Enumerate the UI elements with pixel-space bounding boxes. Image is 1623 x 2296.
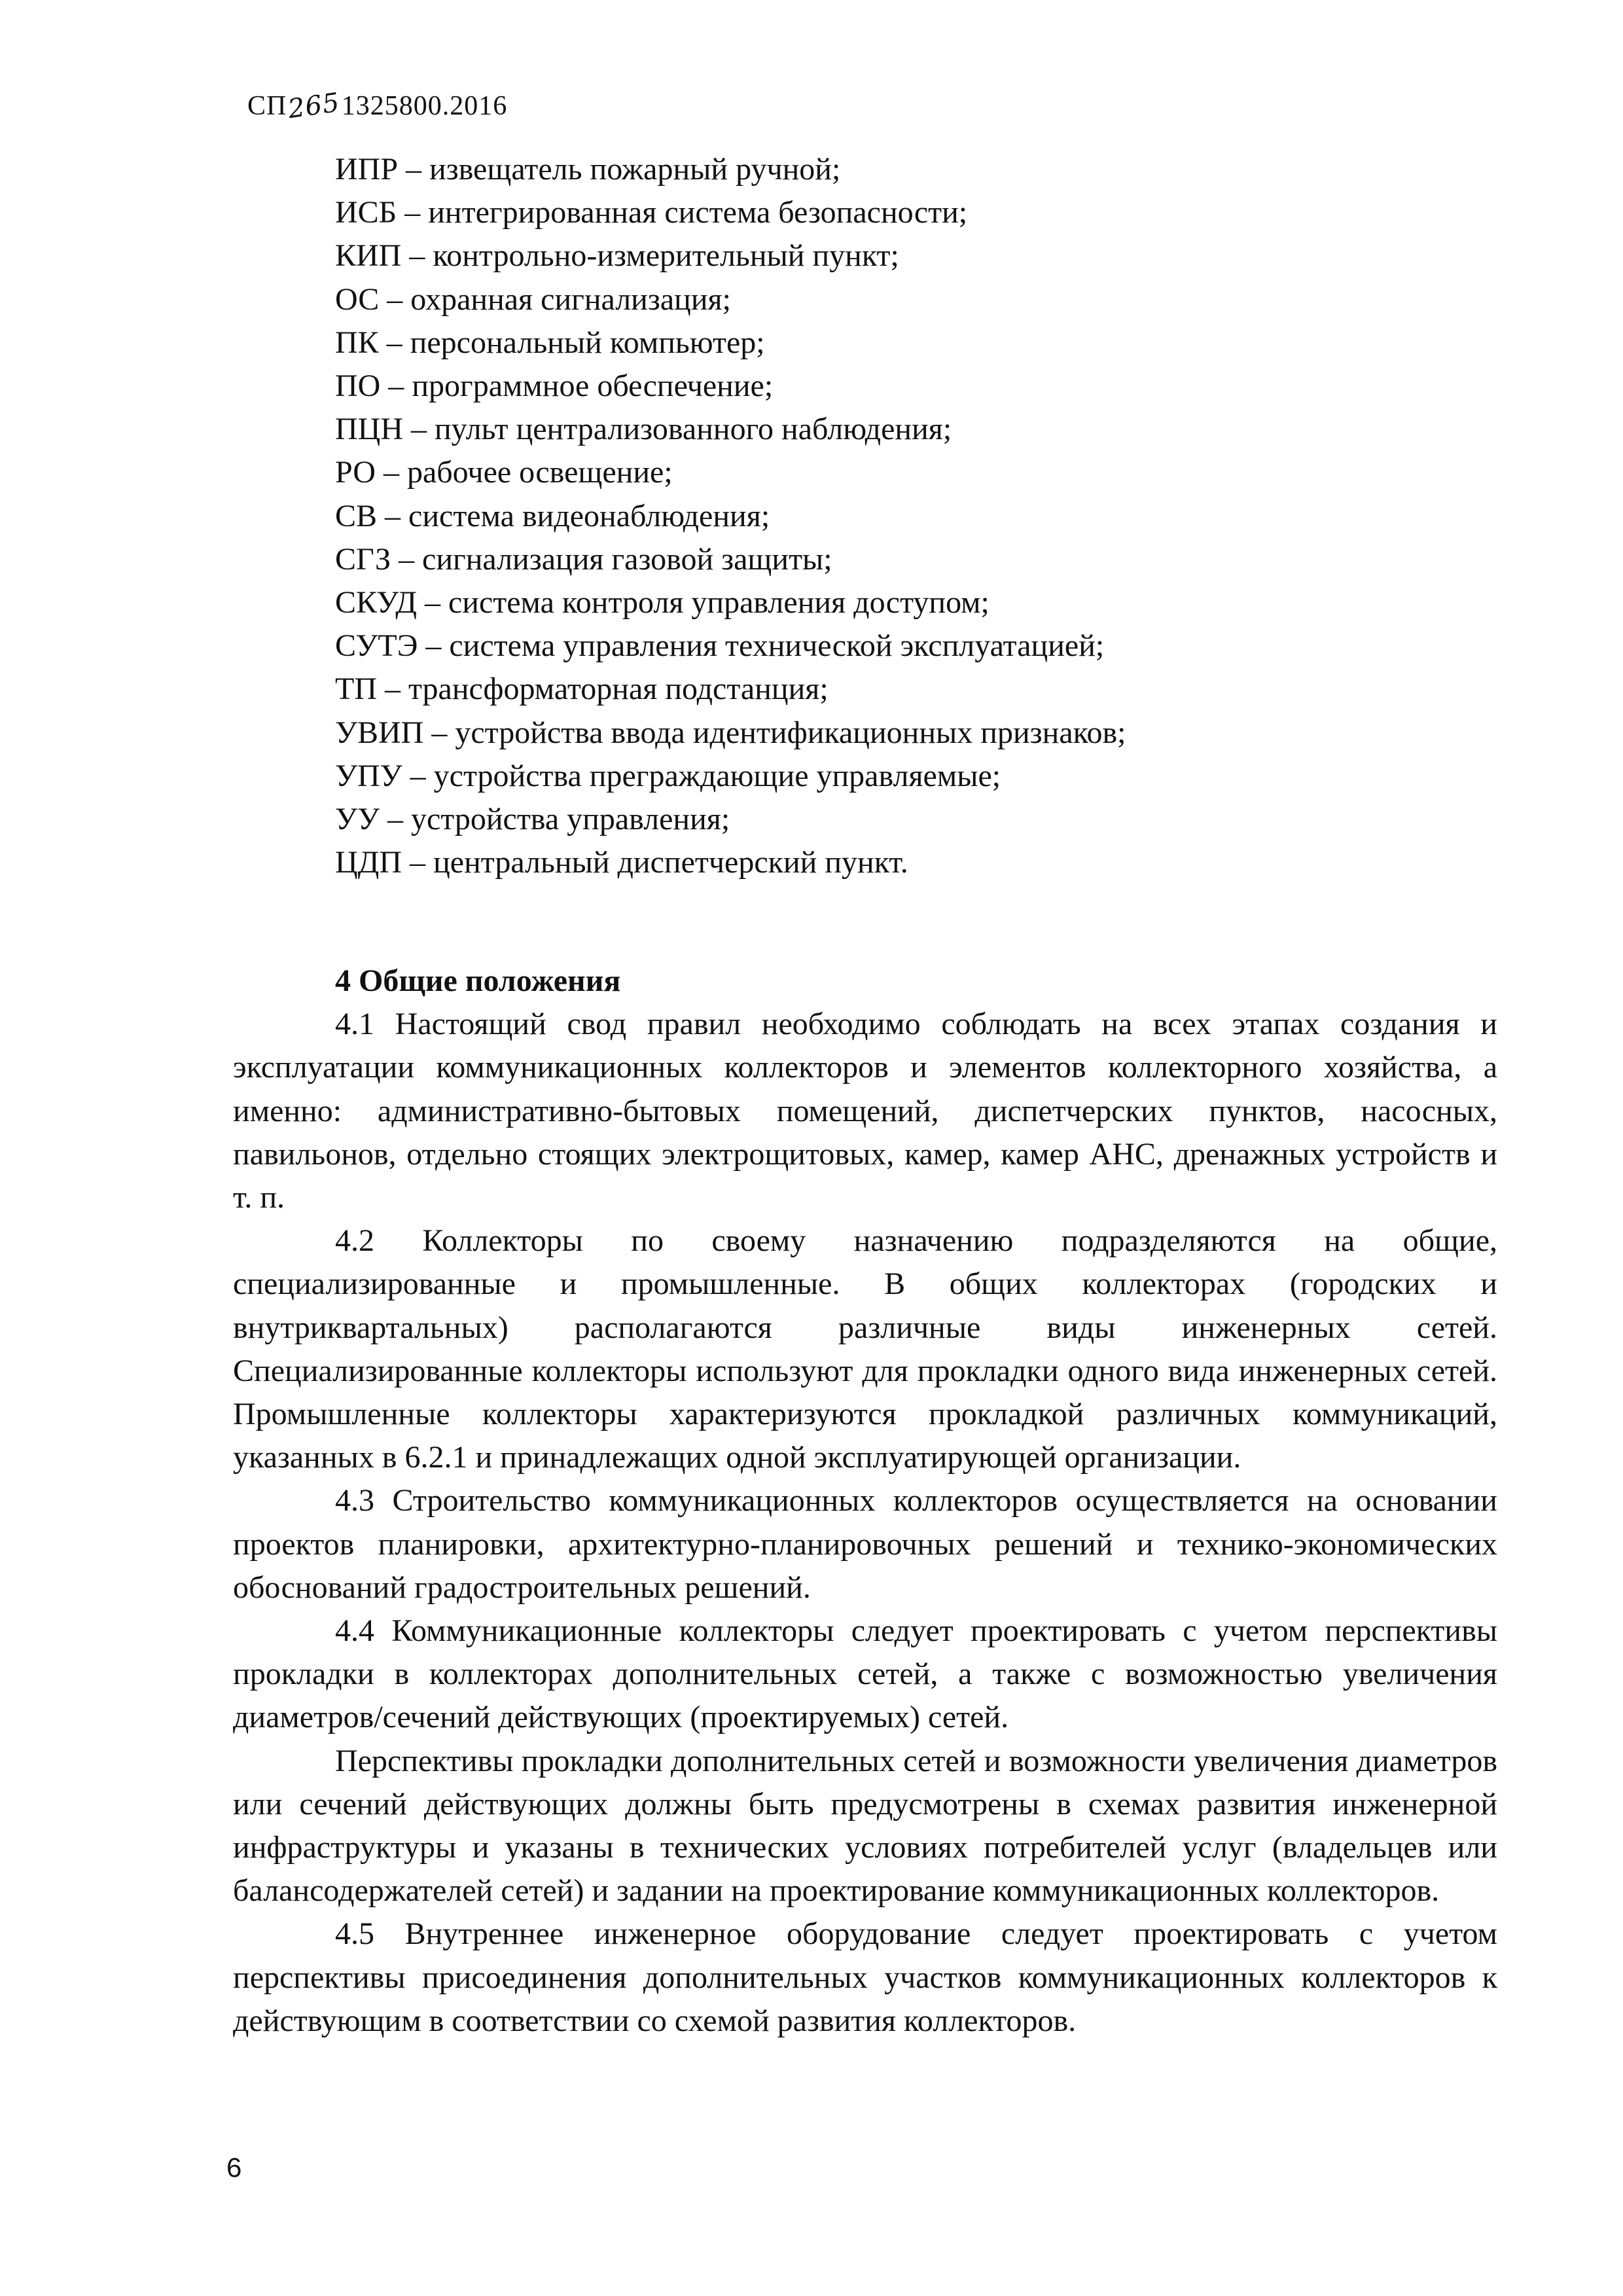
section-general-provisions <box>233 960 1497 2043</box>
abbreviation-item: ОС – охранная сигнализация; <box>335 281 731 317</box>
header-code: 1325800.2016 <box>341 91 508 121</box>
document-header <box>247 87 508 125</box>
abbreviation-item: ТП – трансформаторная подстанция; <box>335 672 829 707</box>
paragraph-4-4-continued: Перспективы прокладки дополнительных сетей и возможности увеличения диаметров или сечений действующих должны быть предусмотрены в схемах развития инженерной инфраструктуры и указаны в технических условиях потребителей услуг (владельцев или балансодержателей сетей) и задании на проектирование коммуникационных коллекторов. <box>233 1743 1497 1909</box>
abbreviation-item: РО – рабочее освещение; <box>335 455 673 490</box>
paragraph-4-2: 4.2 Коллекторы по своему назначению подразделяются на общие, специализированные и промышленные. В общих коллекторах (городских и внутриквартальных) располагаются различные виды инженерных сетей. Специализированные коллекторы используют для прокладки одного вида инженерных сетей. Промышленные коллекторы характеризуются прокладкой различных коммуникаций, указанных в 6.2.1 и принадлежащих одной эксплуатирующей организации. <box>233 1223 1497 1475</box>
header-prefix: СП <box>247 91 287 121</box>
abbreviation-item: ИПР – извещатель пожарный ручной; <box>335 152 841 187</box>
paragraph-4-4: 4.4 Коммуникационные коллекторы следует проектировать с учетом перспективы прокладки в коллекторах дополнительных сетей, а также с возможностью увеличения диаметров/сечений действующих (проектируемых) сетей. <box>233 1613 1497 1735</box>
abbreviation-item: ПК – персональный компьютер; <box>335 325 765 360</box>
abbreviation-item: СВ – система видеонаблюдения; <box>335 498 770 533</box>
abbreviation-item: ПЦН – пульт централизованного наблюдения; <box>335 412 952 447</box>
abbreviation-item: УВИП – устройства ввода идентификационных признаков; <box>335 715 1126 750</box>
abbreviation-item: ЦДП – центральный диспетчерский пункт. <box>335 845 908 880</box>
abbreviation-item: СКУД – система контроля управления доступом; <box>335 585 990 620</box>
abbreviation-item: УПУ – устройства преграждающие управляемые; <box>335 758 1001 793</box>
section-title: 4 Общие положения <box>335 963 621 998</box>
abbreviation-item: СГЗ – сигнализация газовой защиты; <box>335 541 832 577</box>
page-number: 6 <box>226 2152 242 2183</box>
abbreviation-item: СУТЭ – система управления технической эксплуатацией; <box>335 628 1105 664</box>
abbreviation-item: КИП – контрольно-измерительный пункт; <box>335 238 899 274</box>
paragraph-4-3: 4.3 Строительство коммуникационных коллекторов осуществляется на основании проектов планировки, архитектурно-планировочных решений и технико-экономических обоснований градостроительных решений. <box>233 1483 1497 1605</box>
abbreviation-item: ИСБ – интегрированная система безопасности; <box>335 195 968 230</box>
handwritten-mark: 265 <box>286 87 342 125</box>
paragraph-4-1: 4.1 Настоящий свод правил необходимо соблюдать на всех этапах создания и эксплуатации коммуникационных коллекторов и элементов коллекторного хозяйства, а именно: административно-бытовых помещений, диспетчерских пунктов, насосных, павильонов, отдельно стоящих электрощитовых, камер, камер АНС, дренажных устройств и т. п. <box>233 1007 1497 1215</box>
paragraph-4-5: 4.5 Внутреннее инженерное оборудование следует проектировать с учетом перспективы присоединения дополнительных участков коммуникационных коллекторов к действующим в соответствии со схемой развития коллекторов. <box>233 1916 1497 2038</box>
abbreviation-item: ПО – программное обеспечение; <box>335 368 774 404</box>
abbreviation-list <box>335 148 1513 884</box>
abbreviation-item: УУ – устройства управления; <box>335 802 730 837</box>
